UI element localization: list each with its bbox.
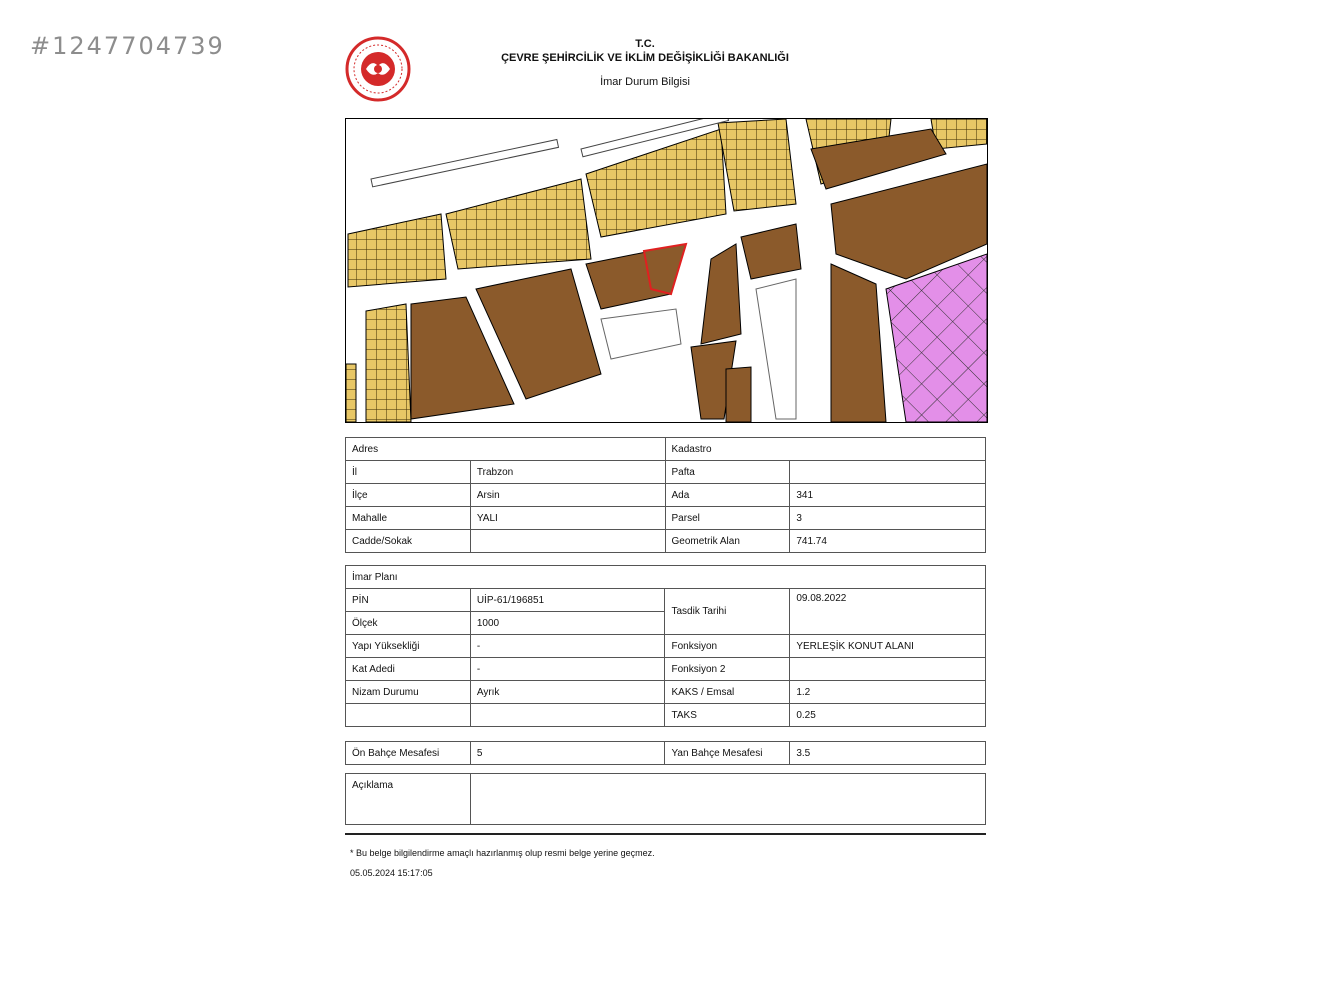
field-value: 3: [790, 507, 986, 530]
disclaimer-note: * Bu belge bilgilendirme amaçlı hazırlanmış olup resmi belge yerine geçmez.: [350, 848, 655, 858]
yellow-block: [346, 364, 356, 422]
field-value: Trabzon: [470, 461, 665, 484]
field-value: [470, 774, 985, 825]
field-value: 741.74: [790, 530, 986, 553]
table-row: [346, 635, 986, 658]
field-label: Pafta: [665, 461, 790, 484]
field-label: KAKS / Emsal: [665, 681, 790, 704]
setback-table: [345, 741, 986, 765]
field-value: 5: [470, 742, 665, 765]
listing-id: #1247704739: [30, 32, 225, 60]
table-row: [346, 461, 986, 484]
field-value: [470, 530, 665, 553]
footer-divider: [345, 833, 986, 835]
field-label: Nizam Durumu: [346, 681, 471, 704]
field-label: Parsel: [665, 507, 790, 530]
table-row: [346, 704, 986, 727]
field-value: YERLEŞİK KONUT ALANI: [790, 635, 986, 658]
field-value: Ayrık: [470, 681, 665, 704]
empty-cell: [470, 704, 665, 727]
document-type: İmar Durum Bilgisi: [600, 76, 690, 88]
field-label: Fonksiyon: [665, 635, 790, 658]
table-row: [346, 742, 986, 765]
field-value: Arsin: [470, 484, 665, 507]
document-header: [430, 38, 860, 88]
field-label: Ölçek: [346, 612, 471, 635]
table-row: [346, 589, 986, 612]
field-label: Cadde/Sokak: [346, 530, 471, 553]
print-timestamp: 05.05.2024 15:17:05: [350, 868, 433, 878]
field-value: 3.5: [790, 742, 986, 765]
address-cadastre-table: [345, 437, 986, 553]
ministry-title: ÇEVRE ŞEHİRCİLİK VE İKLİM DEĞİŞİKLİĞİ BAKANLIĞI: [501, 52, 789, 64]
field-value: -: [470, 635, 665, 658]
field-value: -: [470, 658, 665, 681]
yellow-block: [366, 304, 411, 422]
field-label: Fonksiyon 2: [665, 658, 790, 681]
plan-section-title: İmar Planı: [346, 566, 986, 589]
zoning-map: [345, 118, 988, 423]
field-value: 1000: [470, 612, 665, 635]
table-row: [346, 530, 986, 553]
field-label: Yapı Yüksekliği: [346, 635, 471, 658]
table-row: [346, 658, 986, 681]
field-value: 1.2: [790, 681, 986, 704]
field-label: İl: [346, 461, 471, 484]
field-label: Kat Adedi: [346, 658, 471, 681]
zoning-plan-table: [345, 565, 986, 727]
table-row: [346, 774, 986, 825]
field-label: Açıklama: [346, 774, 471, 825]
field-label: İlçe: [346, 484, 471, 507]
zoning-map-canvas: [346, 119, 987, 422]
field-label: Tasdik Tarihi: [665, 589, 790, 635]
address-section-title: Adres: [346, 438, 666, 461]
field-value: YALI: [470, 507, 665, 530]
empty-cell: [346, 704, 471, 727]
field-label: PİN: [346, 589, 471, 612]
table-row: [346, 507, 986, 530]
field-label: TAKS: [665, 704, 790, 727]
table-row: [346, 484, 986, 507]
field-label: Ada: [665, 484, 790, 507]
table-row: [346, 681, 986, 704]
field-value: 341: [790, 484, 986, 507]
residential-block: [726, 367, 751, 422]
field-label: Ön Bahçe Mesafesi: [346, 742, 471, 765]
field-label: Yan Bahçe Mesafesi: [665, 742, 790, 765]
field-value: [790, 461, 986, 484]
field-label: Mahalle: [346, 507, 471, 530]
field-value: [790, 658, 986, 681]
country-title: T.C.: [635, 38, 655, 50]
ministry-seal-logo: [345, 36, 411, 102]
field-value: 0.25: [790, 704, 986, 727]
notes-table: [345, 773, 986, 825]
field-value: 09.08.2022: [790, 589, 986, 635]
field-value: UİP-61/196851: [470, 589, 665, 612]
field-label: Geometrik Alan: [665, 530, 790, 553]
cadastre-section-title: Kadastro: [665, 438, 985, 461]
